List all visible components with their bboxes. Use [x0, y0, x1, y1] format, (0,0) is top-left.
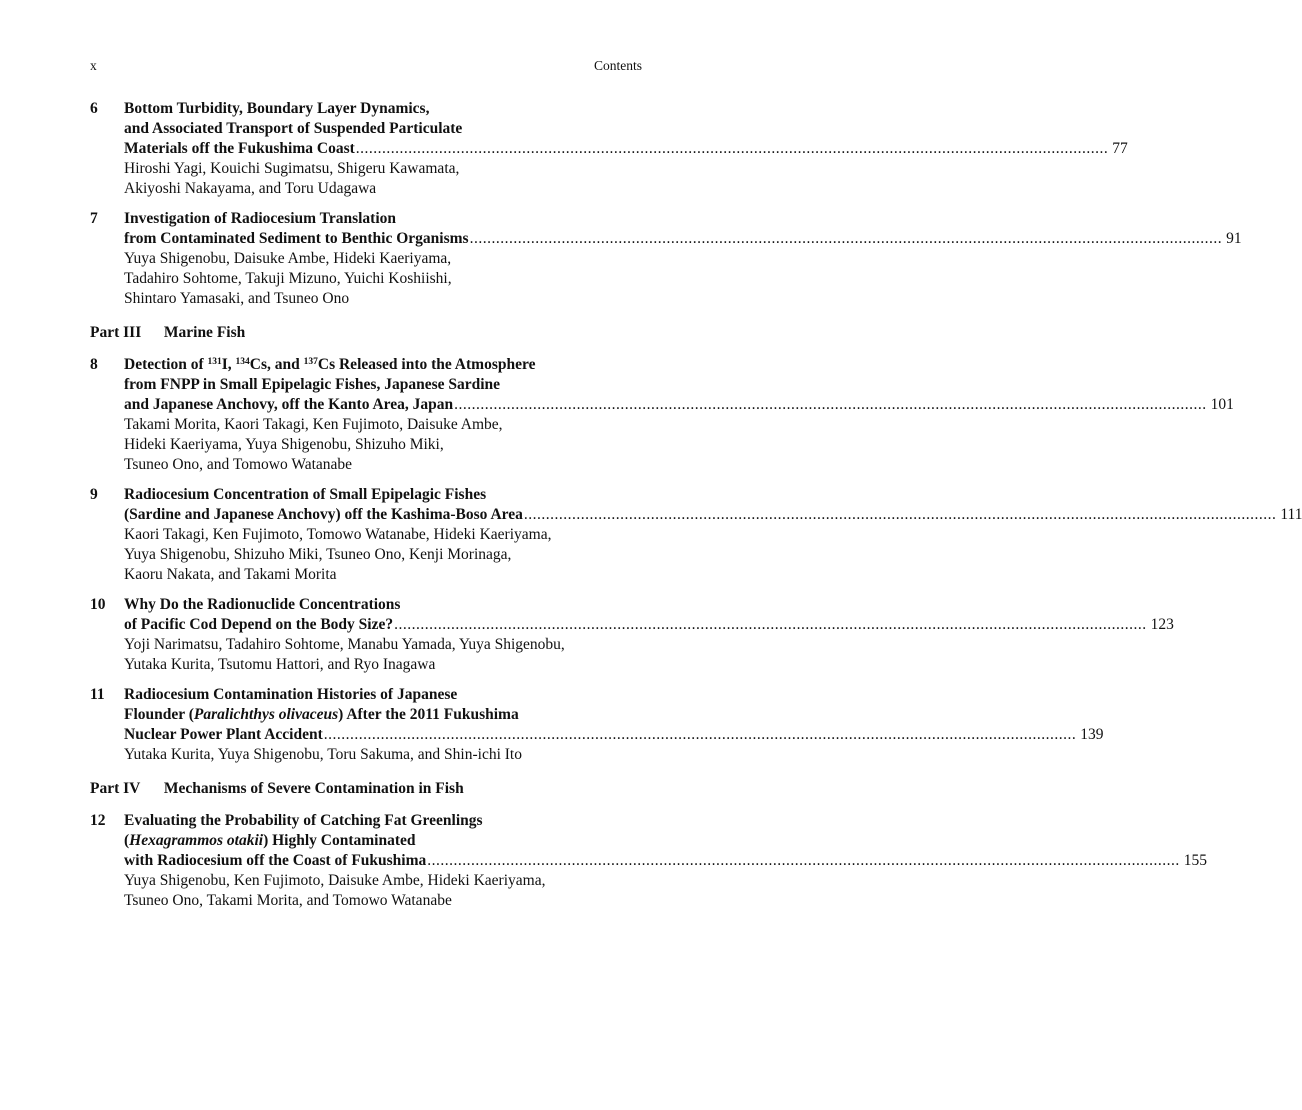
part-title: Marine Fish	[163, 324, 246, 341]
chapter-authors	[124, 249, 642, 309]
chapter-title-line: (Hexagrammos otakii) Highly Contaminated	[124, 832, 416, 849]
chapter-title-line: with Radiocesium off the Coast of Fukushima	[124, 852, 427, 869]
page-number[interactable]: 111	[1280, 506, 1302, 523]
author-line: Takami Morita, Kaori Takagi, Ken Fujimoto, Daisuke Ambe,	[124, 416, 503, 433]
part-title: Mechanisms of Severe Contamination in Fish	[163, 780, 464, 797]
page-number[interactable]: 101	[1210, 396, 1234, 413]
chapter-authors	[124, 745, 642, 765]
author-line: Kaori Takagi, Ken Fujimoto, Tomowo Watanabe, Hideki Kaeriyama,	[124, 526, 552, 543]
chapter-authors	[124, 159, 642, 199]
dot-leader: ............................................................................................................................................................................	[355, 140, 1109, 157]
part-heading-4[interactable]	[90, 779, 642, 799]
chapter-number: 9	[90, 486, 98, 503]
page-number[interactable]: 139	[1080, 726, 1104, 743]
toc-entry-9[interactable]	[90, 485, 1302, 585]
page-number[interactable]: 91	[1226, 230, 1242, 247]
chapter-title-line: from FNPP in Small Epipelagic Fishes, Japanese Sardine	[124, 376, 501, 393]
chapter-title-line: Why Do the Radionuclide Concentrations	[124, 596, 401, 613]
chapter-authors	[124, 415, 642, 475]
part-heading-3[interactable]	[90, 323, 642, 343]
chapter-title-line: Flounder (Paralichthys olivaceus) After the 2011 Fukushima	[124, 706, 519, 723]
chapter-title-line: (Sardine and Japanese Anchovy) off the Kashima-Boso Area	[124, 506, 523, 523]
part-label: Part IV	[90, 780, 141, 797]
author-line: Yutaka Kurita, Yuya Shigenobu, Toru Sakuma, and Shin-ichi Ito	[124, 746, 522, 763]
chapter-authors	[124, 871, 642, 911]
chapter-title-line: from Contaminated Sediment to Benthic Organisms	[124, 230, 469, 247]
dot-leader: ............................................................................................................................................................................	[469, 230, 1223, 247]
toc-list	[90, 99, 1302, 921]
toc-entry-7[interactable]	[90, 209, 1242, 309]
chapter-title-line: Bottom Turbidity, Boundary Layer Dynamics,	[124, 100, 430, 117]
chapter-title-line: Radiocesium Contamination Histories of Japanese	[124, 686, 458, 703]
page-number-roman: x	[90, 58, 97, 73]
toc-entry-6[interactable]	[90, 99, 1128, 199]
author-line: Hiroshi Yagi, Kouichi Sugimatsu, Shigeru Kawamata,	[124, 160, 460, 177]
chapter-number: 10	[90, 596, 106, 613]
toc-entry-11[interactable]	[90, 685, 1104, 765]
dot-leader: ............................................................................................................................................................................	[523, 506, 1277, 523]
dot-leader: ............................................................................................................................................................................	[394, 616, 1147, 633]
part-label: Part III	[90, 324, 142, 341]
chapter-authors	[124, 635, 642, 675]
dot-leader: ............................................................................................................................................................................	[454, 396, 1207, 413]
author-line: Yuya Shigenobu, Shizuho Miki, Tsuneo Ono, Kenji Morinaga,	[124, 546, 512, 563]
author-line: Yoji Narimatsu, Tadahiro Sohtome, Manabu Yamada, Yuya Shigenobu,	[124, 636, 565, 653]
dot-leader: ............................................................................................................................................................................	[323, 726, 1077, 743]
chapter-title-line: and Associated Transport of Suspended Particulate	[124, 120, 463, 137]
running-head: Contents	[593, 58, 642, 73]
chapter-number: 8	[90, 356, 98, 373]
page-number[interactable]: 123	[1150, 616, 1174, 633]
dot-leader: ............................................................................................................................................................................	[427, 852, 1180, 869]
author-line: Tadahiro Sohtome, Takuji Mizuno, Yuichi Koshiishi,	[124, 270, 452, 287]
toc-entry-8[interactable]	[90, 355, 1234, 475]
author-line: Shintaro Yamasaki, and Tsuneo Ono	[124, 290, 350, 307]
author-line: Tsuneo Ono, Takami Morita, and Tomowo Watanabe	[124, 892, 452, 909]
page-header	[90, 58, 642, 74]
author-line: Hideki Kaeriyama, Yuya Shigenobu, Shizuho Miki,	[124, 436, 444, 453]
chapter-title-line: Investigation of Radiocesium Translation	[124, 210, 396, 227]
chapter-title-line: Nuclear Power Plant Accident	[124, 726, 323, 743]
chapter-title-line: of Pacific Cod Depend on the Body Size?	[124, 616, 394, 633]
toc-entry-10[interactable]	[90, 595, 1174, 675]
chapter-title-line: Detection of $^{131}$I, $^{134}$Cs, and $^{137}$Cs Released into the Atmosphere	[124, 356, 536, 373]
author-line: Yutaka Kurita, Tsutomu Hattori, and Ryo Inagawa	[124, 656, 436, 673]
chapter-title-line: Materials off the Fukushima Coast	[124, 140, 355, 157]
author-line: Yuya Shigenobu, Ken Fujimoto, Daisuke Ambe, Hideki Kaeriyama,	[124, 872, 546, 889]
chapter-number: 7	[90, 210, 98, 227]
author-line: Yuya Shigenobu, Daisuke Ambe, Hideki Kaeriyama,	[124, 250, 452, 267]
chapter-authors	[124, 525, 642, 585]
chapter-number: 11	[90, 686, 105, 703]
author-line: Akiyoshi Nakayama, and Toru Udagawa	[124, 180, 377, 197]
chapter-number: 12	[90, 812, 106, 829]
author-line: Tsuneo Ono, and Tomowo Watanabe	[124, 456, 353, 473]
toc-entry-12[interactable]	[90, 811, 1208, 911]
chapter-title-line: Evaluating the Probability of Catching Fat Greenlings	[124, 812, 483, 829]
chapter-title-line: Radiocesium Concentration of Small Epipelagic Fishes	[124, 486, 487, 503]
page-number[interactable]: 77	[1112, 140, 1128, 157]
chapter-number: 6	[90, 100, 98, 117]
chapter-title-line: and Japanese Anchovy, off the Kanto Area, Japan	[124, 396, 454, 413]
author-line: Kaoru Nakata, and Takami Morita	[124, 566, 337, 583]
page-number[interactable]: 155	[1183, 852, 1208, 869]
